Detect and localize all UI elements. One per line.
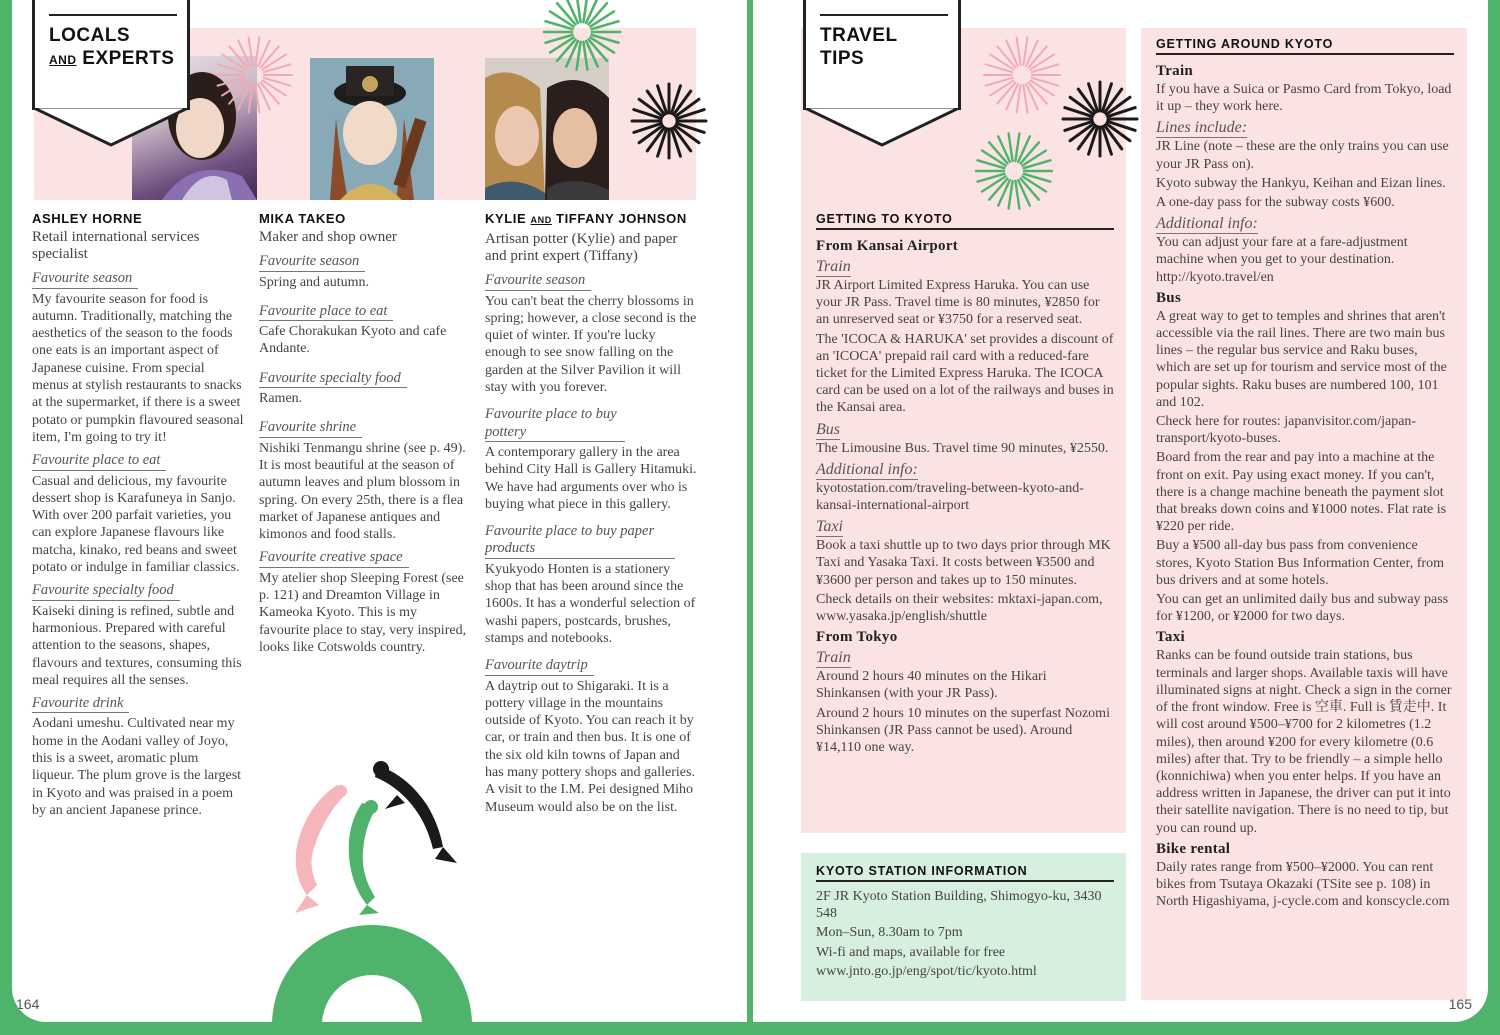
address-text: 2F JR Kyoto Station Building, Shimogyo-ku, 3430 548 (816, 889, 1102, 922)
page-number: 165 (1448, 996, 1472, 1012)
body-text: You can get an unlimited daily bus and subway pass for ¥1200, or ¥2000 for two days. (1156, 592, 1449, 625)
tag-line2: EXPERTS (76, 48, 175, 69)
body-text: Check here for routes: japanvisitor.com/japan-transport/kyoto-buses. (1156, 414, 1417, 447)
body-text: If you have a Suica or Pasmo Card from Tokyo, load it up – they work here. (1156, 82, 1452, 115)
page-number: 164 (16, 996, 40, 1012)
burst-ray (1015, 181, 1019, 209)
label: Bus (816, 420, 840, 438)
label: Additional info: (1156, 215, 1258, 233)
pink-burst-decoration (215, 36, 293, 114)
body-text: Check details on their websites: mktaxi-japan.com, www.yasaka.jp/english/shuttle (816, 591, 1103, 625)
body-text: kyotostation.com/traveling-between-kyoto-and-kansai-international-airport (816, 480, 1084, 514)
ashley-horne-column (32, 210, 244, 821)
fav-text: A daytrip out to Shigaraki. It is a pottery village in the mountains outside of Kyoto. You can reach it by car, or train and then bus. It is one of the six old kiln towns of Japan and has many pottery shops and galleries. A visit to the I.M. Pei designed Miho Museum would also be on the list. (485, 678, 695, 815)
fav-label: Favourite shrine (259, 419, 362, 437)
burst-ray (255, 37, 259, 65)
green-arch-decoration (272, 915, 472, 1022)
body-text: Kyoto subway the Hankyu, Keihan and Eizan lines. (1156, 175, 1446, 191)
burst-ray (255, 85, 259, 113)
person-name: KYLIE (485, 211, 531, 226)
burst-ray (1009, 133, 1013, 161)
body-text: Daily rates range from ¥500–¥2000. You can rent bikes from Tsutaya Okazaki (TSite see p. 108) in North Higashiyama, j-cycle.com and konscycle.com (1156, 859, 1450, 910)
body-text: Ranks can be found outside train stations, bus terminals and larger shops. Available taxis will have illuminated signs at night. Check a sign in the corner of the front window. Free is 空車. Full is 賃走中. It will cost around ¥500–¥700 for 2 kilometres (1.2 miles), then around ¥200 for every kilometre (0.6 miles) after that. Try to be friendly – a simple hello (konnichiwa) when you enter helps. If you have an address written in Japanese, the driver can put it into their satellite navigation. There is no need to tip, but you can round up. (1156, 648, 1452, 836)
label: Train (816, 649, 851, 667)
body-text: Around 2 hours 40 minutes on the Hikari Shinkansen (with your JR Pass). (816, 669, 1047, 702)
fav-text: Ramen. (259, 391, 303, 407)
tag-line1: LOCALS (49, 25, 131, 46)
getting-to-kyoto-section (804, 212, 1126, 758)
fav-label: Favourite season (485, 272, 591, 290)
body-text: Book a taxi shuttle up to two days prior through MK Taxi and Yasaka Taxi. It costs between ¥3500 and ¥3600 per person and takes up to 150 minutes. (816, 538, 1111, 588)
fav-text: Kyukyodo Honten is a stationery shop that has been around since the 1600s. It has a wonderful selection of washi papers, postcards, brushes, stamps and notebooks. (485, 561, 696, 646)
section-title: GETTING TO KYOTO (816, 212, 1114, 230)
subheading: From Tokyo (816, 629, 898, 646)
fav-label: Favourite drink (32, 695, 129, 713)
burst-ray (1023, 85, 1027, 113)
body-text: You can adjust your fare at a fare-adjustment machine when you get to your destination. http://kyoto.travel/en (1156, 235, 1408, 285)
fav-text: My favourite season for food is autumn. Traditionally, matching the aesthetics of the season to the foods one eats is an important aspect of Japanese cuisine. From special menus at stylish restaurants to snacks at the supermarket, if there is a sweet potato or pumpkin flavoured seasonal item, I'm going to try it! (32, 291, 244, 445)
url-text: www.jnto.go.jp/eng/spot/tic/kyoto.html (816, 963, 1037, 979)
mika-takeo-photo (310, 58, 434, 200)
fav-label: Favourite specialty food (32, 582, 180, 600)
tag-line2: TIPS (820, 48, 865, 69)
black-burst-decoration (1061, 80, 1139, 158)
body-text: JR Line (note – these are the only trains you can use your JR Pass on). (1156, 139, 1449, 172)
body-text: The 'ICOCA & HARUKA' set provides a discount of an 'ICOCA' prepaid rail card with a reduced-fare ticket for the Limited Express Haruka. The ICOCA card can be used on a lot of the railways and buses in the Kansai area. (816, 331, 1114, 416)
fav-label: Favourite daytrip (485, 657, 594, 675)
label: Lines include: (1156, 119, 1248, 137)
right-page (753, 0, 1488, 1022)
section-title: KYOTO STATION INFORMATION (816, 864, 1114, 882)
body-text: A great way to get to temples and shrines that aren't accessible via the rail lines. There are two main bus lines – the regular bus service and Raku buses, which are set up for tourism and service most of the popular sights. Raku buses are numbered 100, 101 and 102. (1156, 308, 1447, 410)
tag-point (803, 107, 961, 147)
person-role: Artisan potter (Kylie) and paper and print expert (Tiffany) (485, 231, 678, 265)
subheading: Bike rental (1156, 840, 1231, 857)
koi-fish-illustration (267, 755, 467, 915)
green-burst-decoration (975, 132, 1053, 210)
travel-tips-tag (803, 0, 961, 110)
section-title: GETTING AROUND KYOTO (1156, 37, 1454, 55)
subheading: Bus (1156, 289, 1182, 306)
fav-text: You can't beat the cherry blossoms in spring; however, a close second is the quiet of winter. If you're lucky enough to see snow falling on the garden at the Silver Pavilion it will stay with you forever. (485, 293, 697, 396)
fav-label: Favourite place to buy pottery (485, 406, 625, 442)
body-text: The Limousine Bus. Travel time 90 minutes, ¥2550. (816, 440, 1109, 456)
label: Train (816, 258, 851, 275)
body-text: JR Airport Limited Express Haruka. You can use your JR Pass. Travel time is 80 minutes, ¥2850 for an unreserved seat or ¥3750 for a reserved seat. (816, 278, 1100, 328)
subheading: Train (1156, 63, 1194, 79)
person-name: TIFFANY JOHNSON (551, 211, 687, 226)
tag-line1: TRAVEL (820, 25, 898, 46)
locals-experts-tag (32, 0, 190, 110)
station-info-section (804, 864, 1126, 982)
label: Additional info: (816, 460, 918, 478)
burst-ray (577, 42, 581, 70)
tag-and: AND (49, 53, 77, 67)
burst-ray (249, 37, 253, 65)
fav-text: My atelier shop Sleeping Forest (see p. 121) and Dreamton Village in Kameoka Kyoto. This is my favourite place to stay, very inspired, looks like Cotswolds country. (259, 570, 467, 655)
fav-label: Favourite place to buy paper products (485, 523, 675, 559)
wifi-text: Wi-fi and maps, available for free (816, 944, 1006, 960)
and-ligature: AND (530, 215, 552, 225)
burst-ray (1023, 37, 1027, 65)
person-role: Retail international services specialist (32, 229, 200, 263)
body-text: Board from the rear and pay into a machine at the front on exit. Pay using exact money. If you can't, there is a change machine beneath the payment slot that breaks down coins and ¥1000 notes. Flat rate is ¥220 per ride. (1156, 450, 1447, 535)
fav-text: Casual and delicious, my favourite dessert shop is Karafuneya in Sanjo. With over 200 parfait varieties, you can explore Japanese flavours like matcha, kinako, red beans and sweet potato or indulge in familiar classics. (32, 473, 240, 576)
fav-label: Favourite season (32, 270, 138, 288)
label: Taxi (816, 518, 843, 536)
fav-text: Kaiseki dining is refined, subtle and harmonious. Prepared with careful attention to the seasons, shapes, flavours and textures, consuming this meal requires all the senses. (32, 603, 242, 688)
pink-burst-decoration (983, 36, 1061, 114)
person-role: Maker and shop owner (259, 229, 397, 246)
fav-label: Favourite creative space (259, 549, 409, 567)
fav-label: Favourite season (259, 253, 365, 271)
person-name: ASHLEY HORNE (32, 211, 143, 226)
left-page (12, 0, 747, 1022)
mika-takeo-column (259, 210, 471, 658)
fav-text: A contemporary gallery in the area behind City Hall is Gallery Hitamuki. We have had arguments over who is buying what piece in this gallery. (485, 444, 697, 512)
subheading: Taxi (1156, 629, 1185, 646)
burst-ray (249, 85, 253, 113)
getting-around-section (1144, 37, 1466, 912)
kylie-tiffany-photo (485, 58, 609, 200)
fav-text: Cafe Chorakukan Kyoto and cafe Andante. (259, 324, 447, 357)
burst-ray (1009, 181, 1013, 209)
burst-ray (583, 42, 587, 70)
fav-label: Favourite place to eat (259, 303, 393, 321)
subheading: From Kansai Airport (816, 238, 959, 254)
fav-label: Favourite place to eat (32, 452, 166, 470)
fav-text: Nishiki Tenmangu shrine (see p. 49). It is most beautiful at the season of autumn leaves and plum blossom in spring. On every 25th, there is a flea market of Japanese antiques and kimonos and food stalls. (259, 440, 466, 543)
burst-ray (1017, 37, 1021, 65)
person-name: MIKA TAKEO (259, 211, 346, 226)
black-burst-decoration (630, 82, 708, 160)
green-burst-decoration (542, 0, 622, 72)
body-text: Around 2 hours 10 minutes on the superfast Nozomi Shinkansen (JR Pass cannot be used). Around ¥14,110 one way. (816, 705, 1110, 756)
tag-point (32, 107, 190, 147)
hours-text: Mon–Sun, 8.30am to 7pm (816, 925, 963, 941)
burst-ray (1017, 85, 1021, 113)
kylie-tiffany-column (485, 210, 697, 818)
fav-text: Aodani umeshu. Cultivated near my home in the Aodani valley of Joyo, this is a sweet, aromatic plum liqueur. The plum grove is the largest in Kyoto and was praised in a poem by an ancient Japanese prince. (32, 716, 242, 818)
burst-ray (1015, 133, 1019, 161)
fav-label: Favourite specialty food (259, 370, 407, 388)
fav-text: Spring and autumn. (259, 274, 370, 290)
body-text: A one-day pass for the subway costs ¥600. (1156, 195, 1395, 211)
body-text: Buy a ¥500 all-day bus pass from convenience stores, Kyoto Station Bus Information Center, from bus drivers and at some hotels. (1156, 538, 1444, 588)
